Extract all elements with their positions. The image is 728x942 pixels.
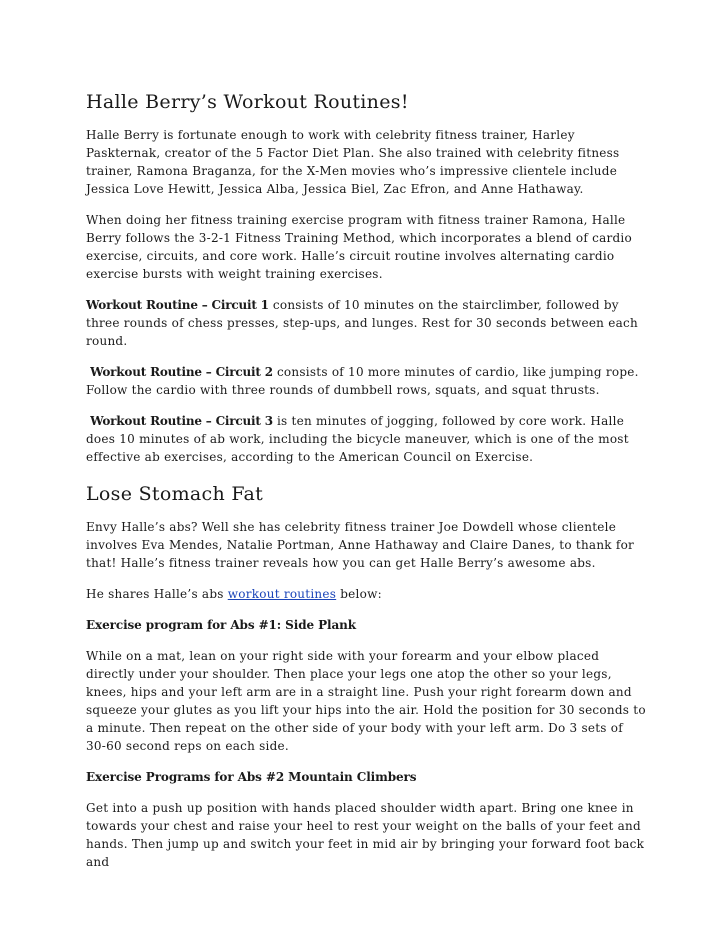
circuit-3-paragraph: [86, 412, 646, 466]
circuit-1-paragraph: [86, 296, 646, 350]
exercise-2-text: Get into a push up position with hands placed shoulder width apart. Bring one knee in towards your chest and raise your heel to rest your weight on the balls of your feet and hands. Then jump up and switch your feet in mid air by bringing your forward foot back and: [86, 801, 645, 869]
circuit-2-paragraph: [86, 363, 646, 399]
shares-before: He shares Halle’s abs: [86, 587, 228, 601]
circuit-1-text: consists of 10 minutes on the stairclimber, followed by three rounds of chess presses, step-ups, and lunges. Rest for 30 seconds between each round.: [86, 298, 638, 348]
method-paragraph: When doing her fitness training exercise program with fitness trainer Ramona, Halle Berry follows the 3-2-1 Fitness Training Method, which incorporates a blend of cardio exercise, circuits, and core work. Halle’s circuit routine involves alternating cardio exercise bursts with weight training exercises.: [86, 213, 632, 281]
abs-intro-paragraph: Envy Halle’s abs? Well she has celebrity fitness trainer Joe Dowdell whose clientele involves Eva Mendes, Natalie Portman, Anne Hathaway and Claire Danes, to thank for that! Halle’s fitness trainer reveals how you can get Halle Berry’s awesome abs.: [86, 520, 635, 570]
circuit-2-text: consists of 10 more minutes of cardio, like jumping rope. Follow the cardio with three rounds of dumbbell rows, squats, and squat thrusts.: [86, 365, 639, 397]
circuit-3-text: is ten minutes of jogging, followed by core work. Halle does 10 minutes of ab work, including the bicycle maneuver, which is one of the most effective ab exercises, according to the American Council on Exercise.: [86, 414, 629, 464]
intro-paragraph: Halle Berry is fortunate enough to work with celebrity fitness trainer, Harley Paskternak, creator of the 5 Factor Diet Plan. She also trained with celebrity fitness trainer, Ramona Braganza, for the X-Men movies who’s impressive clientele include Jessica Love Hewitt, Jessica Alba, Jessica Biel, Zac Efron, and Anne Hathaway.: [86, 128, 620, 196]
exercise-1-heading: Exercise program for Abs #1: Side Plank: [86, 618, 357, 632]
exercise-1-text: While on a mat, lean on your right side with your forearm and your elbow placed directly under your shoulder. Then place your legs one atop the other so your legs, knees, hips and your left arm are in a straight line. Push your right forearm down and squeeze your glutes as you lift your hips into the air. Hold the position for 30 seconds to a minute. Then repeat on the other side of your body with your left arm. Do 3 sets of 30-60 second reps on each side.: [86, 649, 646, 753]
workout-routines-link[interactable]: workout routines: [227, 587, 337, 601]
document-page: [86, 90, 646, 884]
circuit-2-label: Workout Routine – Circuit 2: [90, 365, 273, 379]
page-title: Halle Berry’s Workout Routines!: [86, 91, 409, 113]
section-title-lose-stomach-fat: Lose Stomach Fat: [86, 483, 264, 505]
shares-after: below:: [336, 587, 382, 601]
exercise-2-heading: Exercise Programs for Abs #2 Mountain Climbers: [86, 770, 417, 784]
circuit-1-label: Workout Routine – Circuit 1: [86, 298, 269, 312]
circuit-3-label: Workout Routine – Circuit 3: [90, 414, 273, 428]
shares-paragraph: [86, 585, 646, 603]
